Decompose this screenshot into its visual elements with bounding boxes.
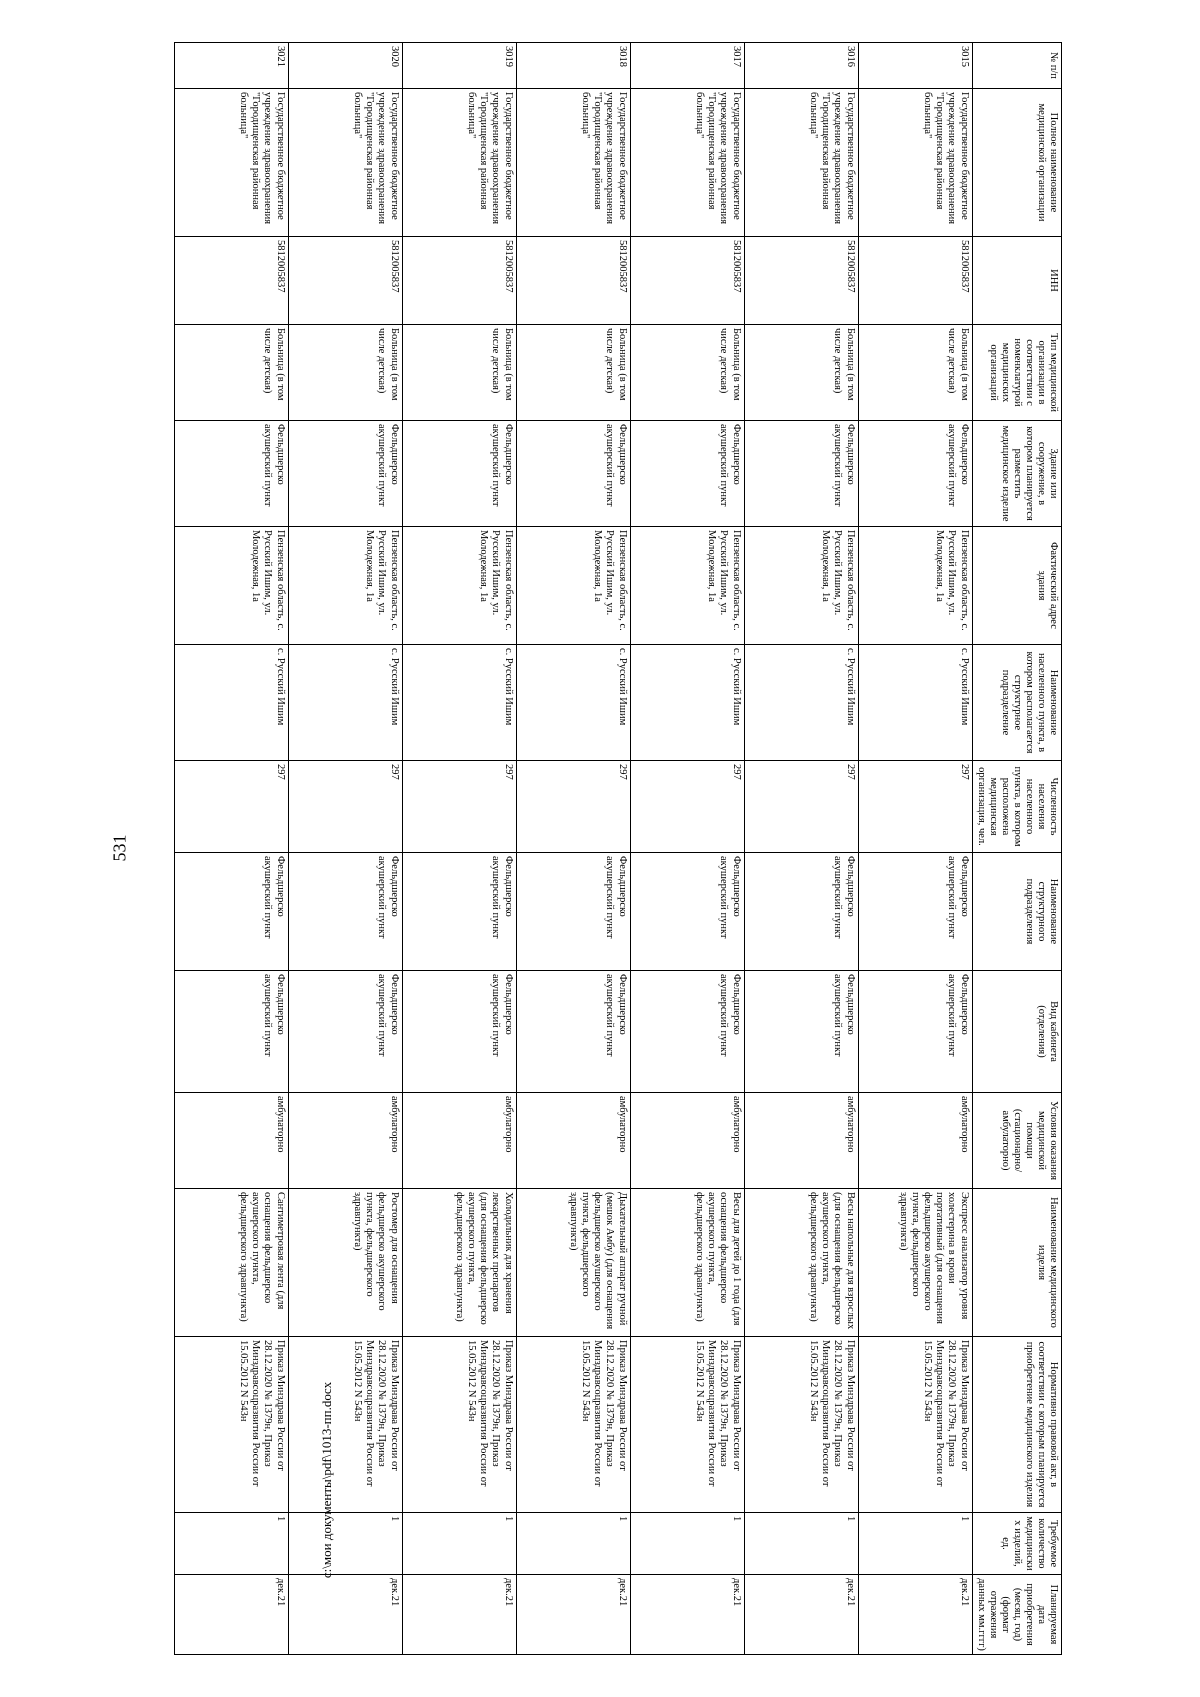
table-row — [288, 43, 402, 1655]
table-cell: Весы для детей до 1 года (для оснащения фельдшерско акушерского пункта, фельдшерского здравпункта) — [630, 1189, 744, 1337]
table-cell: Больница (в том числе детская) — [516, 325, 630, 421]
table-cell: Фельдшерско акушерский пункт — [288, 421, 402, 527]
table-cell: 297 — [402, 761, 516, 853]
table-cell: с. Русский Ишим — [174, 645, 288, 761]
table-cell: Фельдшерско акушерский пункт — [630, 421, 744, 527]
table-cell: 1 — [288, 1513, 402, 1575]
table-cell: с. Русский Ишим — [402, 645, 516, 761]
table-cell: дек.21 — [516, 1575, 630, 1655]
table-cell: с. Русский Ишим — [858, 645, 972, 761]
table-cell: Дыхательный аппарат ручной (мешок Амбу) (для оснащения фельдшерско акушерского пункта, фельдшерского здравпункта) — [516, 1189, 630, 1337]
table-cell: 5812005837 — [858, 237, 972, 325]
column-header: № п/п — [972, 43, 1061, 89]
footer-file-path: c:\мои документы\pdf\1013-пп.docx — [319, 1381, 334, 1579]
table-cell: 5812005837 — [744, 237, 858, 325]
table-cell: Фельдшерско акушерский пункт — [402, 971, 516, 1093]
table-cell: Фельдшерско акушерский пункт — [174, 421, 288, 527]
table-cell: Фельдшерско акушерский пункт — [516, 971, 630, 1093]
table-cell: Фельдшерско акушерский пункт — [288, 971, 402, 1093]
table-cell: Фельдшерско акушерский пункт — [858, 421, 972, 527]
table-cell: 5812005837 — [288, 237, 402, 325]
table-cell: дек.21 — [288, 1575, 402, 1655]
table-row — [402, 43, 516, 1655]
table-cell: Государственное бюджетное учреждение здравоохранения "Городищенская районная больница" — [402, 89, 516, 237]
table-cell: Приказ Минздрава России от 28.12.2020 № 1379н, Приказ Минздравсоцразвития России от 15.05.2012 N 543н — [516, 1337, 630, 1513]
equipment-table — [174, 42, 1062, 1655]
column-header: Планируемая дата приобретения (месяц, год) (формат отражения данных мм.гггг) — [972, 1575, 1061, 1655]
table-cell: амбулаторно — [516, 1093, 630, 1189]
table-row — [174, 43, 288, 1655]
table-cell: амбулаторно — [858, 1093, 972, 1189]
table-cell: 1 — [402, 1513, 516, 1575]
table-cell: Весы напольные для взрослых (для оснащения фельдшерско акушерского пункта, фельдшерского здравпункта) — [744, 1189, 858, 1337]
column-header: Фактический адрес здания — [972, 527, 1061, 645]
table-cell: 1 — [858, 1513, 972, 1575]
table-cell: 3015 — [858, 43, 972, 89]
table-cell: 1 — [744, 1513, 858, 1575]
table-cell: амбулаторно — [402, 1093, 516, 1189]
table-cell: Фельдшерско акушерский пункт — [174, 971, 288, 1093]
table-cell: Сантиметровая лента (для оснащения фельдшерско акушерского пункта, фельдшерского здравпункта) — [174, 1189, 288, 1337]
table-body — [174, 43, 972, 1655]
table-cell: 5812005837 — [402, 237, 516, 325]
table-cell: Фельдшерско акушерский пункт — [630, 853, 744, 971]
table-cell: Фельдшерско акушерский пункт — [858, 853, 972, 971]
column-header: Наименование медицинского изделия — [972, 1189, 1061, 1337]
table-cell: 297 — [174, 761, 288, 853]
table-cell: дек.21 — [630, 1575, 744, 1655]
table-cell: Ростомер для оснащения фельдшерско акушерского пункта, фельдшерского здравпункта) — [288, 1189, 402, 1337]
table-cell: Приказ Минздрава России от 28.12.2020 № 1379н, Приказ Минздравсоцразвития России от 15.05.2012 N 543н — [858, 1337, 972, 1513]
table-row — [744, 43, 858, 1655]
table-cell: 297 — [744, 761, 858, 853]
column-header: Наименование структурного подразделения — [972, 853, 1061, 971]
table-cell: с. Русский Ишим — [630, 645, 744, 761]
table-cell: Фельдшерско акушерский пункт — [516, 853, 630, 971]
table-cell: 1 — [630, 1513, 744, 1575]
column-header: Полное наименование медицинской организации — [972, 89, 1061, 237]
column-header: Численность населения населенного пункта, в котором расположена медицинская организация, чел. — [972, 761, 1061, 853]
table-cell: дек.21 — [744, 1575, 858, 1655]
table-cell: 3017 — [630, 43, 744, 89]
table-cell: дек.21 — [402, 1575, 516, 1655]
table-cell: дек.21 — [858, 1575, 972, 1655]
table-cell: Приказ Минздрава России от 28.12.2020 № 1379н, Приказ Минздравсоцразвития России от 15.05.2012 N 543н — [174, 1337, 288, 1513]
table-row — [516, 43, 630, 1655]
table-cell: Фельдшерско акушерский пункт — [516, 421, 630, 527]
table-cell: амбулаторно — [630, 1093, 744, 1189]
header-row — [972, 43, 1061, 1655]
table-cell: Больница (в том числе детская) — [744, 325, 858, 421]
table-cell: Фельдшерско акушерский пункт — [744, 853, 858, 971]
column-header: Наименование населенного пункта, в котором располагается структурное подразделение — [972, 645, 1061, 761]
table-cell: амбулаторно — [288, 1093, 402, 1189]
table-cell: Приказ Минздрава России от 28.12.2020 № 1379н, Приказ Минздравсоцразвития России от 15.05.2012 N 543н — [288, 1337, 402, 1513]
table-cell: с. Русский Ишим — [744, 645, 858, 761]
table-cell: 297 — [858, 761, 972, 853]
column-header: Условия оказания медицинской помощи (стационарно/амбулаторно) — [972, 1093, 1061, 1189]
table-cell: амбулаторно — [174, 1093, 288, 1189]
table-cell: Фельдшерско акушерский пункт — [858, 971, 972, 1093]
table-cell: Государственное бюджетное учреждение здравоохранения "Городищенская районная больница" — [858, 89, 972, 237]
table-cell: 1 — [516, 1513, 630, 1575]
table-cell: 5812005837 — [516, 237, 630, 325]
column-header: ИНН — [972, 237, 1061, 325]
table-row — [858, 43, 972, 1655]
table-cell: Государственное бюджетное учреждение здравоохранения "Городищенская районная больница" — [744, 89, 858, 237]
table-cell: Экспресс анализатор уровня холестерина в крови портативный (для оснащения фельдшерско акушерского пункта, фельдшерского здравпункта) — [858, 1189, 972, 1337]
table-cell: Фельдшерско акушерский пункт — [744, 421, 858, 527]
table-cell: Больница (в том числе детская) — [402, 325, 516, 421]
table-cell: 297 — [288, 761, 402, 853]
table-cell: 3016 — [744, 43, 858, 89]
table-cell: Приказ Минздрава России от 28.12.2020 № 1379н, Приказ Минздравсоцразвития России от 15.05.2012 N 543н — [402, 1337, 516, 1513]
table-cell: Больница (в том числе детская) — [288, 325, 402, 421]
table-cell: 5812005837 — [630, 237, 744, 325]
table-cell: Фельдшерско акушерский пункт — [402, 853, 516, 971]
table-cell: Приказ Минздрава России от 28.12.2020 № 1379н, Приказ Минздравсоцразвития России от 15.05.2012 N 543н — [630, 1337, 744, 1513]
equipment-table-sheet — [182, 42, 1062, 1654]
table-cell: Государственное бюджетное учреждение здравоохранения "Городищенская районная больница" — [174, 89, 288, 237]
table-cell: с. Русский Ишим — [516, 645, 630, 761]
table-cell: Пензенская область, с. Русский Ишим, ул. Молодежная, 1а — [402, 527, 516, 645]
table-cell: Приказ Минздрава России от 28.12.2020 № 1379н, Приказ Минздравсоцразвития России от 15.05.2012 N 543н — [744, 1337, 858, 1513]
table-cell: Фельдшерско акушерский пункт — [402, 421, 516, 527]
table-cell: 3019 — [402, 43, 516, 89]
table-cell: Больница (в том числе детская) — [858, 325, 972, 421]
table-cell: 3020 — [288, 43, 402, 89]
table-cell: Пензенская область, с. Русский Ишим, ул. Молодежная, 1а — [288, 527, 402, 645]
column-header: Нормативно правовой акт, в соответствии с которым планируется приобретение медицинского изделия — [972, 1337, 1061, 1513]
table-cell: Государственное бюджетное учреждение здравоохранения "Городищенская районная больница" — [630, 89, 744, 237]
page-number: 531 — [109, 834, 130, 862]
table-cell: дек.21 — [174, 1575, 288, 1655]
table-cell: Пензенская область, с. Русский Ишим, ул. Молодежная, 1а — [744, 527, 858, 645]
table-cell: 3018 — [516, 43, 630, 89]
table-cell: 1 — [174, 1513, 288, 1575]
column-header: Здание или сооружение, в котором планируется разместить медицинское изделие — [972, 421, 1061, 527]
table-cell: Фельдшерско акушерский пункт — [744, 971, 858, 1093]
table-cell: Фельдшерско акушерский пункт — [288, 853, 402, 971]
table-cell: Пензенская область, с. Русский Ишим, ул. Молодежная, 1а — [174, 527, 288, 645]
table-cell: 297 — [630, 761, 744, 853]
table-cell: Государственное бюджетное учреждение здравоохранения "Городищенская районная больница" — [288, 89, 402, 237]
table-cell: Государственное бюджетное учреждение здравоохранения "Городищенская районная больница" — [516, 89, 630, 237]
column-header: Тип медицинской организации в соответствии с номенклатурой медицинских организаций — [972, 325, 1061, 421]
table-cell: с. Русский Ишим — [288, 645, 402, 761]
table-cell: Пензенская область, с. Русский Ишим, ул. Молодежная, 1а — [858, 527, 972, 645]
table-cell: 5812005837 — [174, 237, 288, 325]
table-cell: Пензенская область, с. Русский Ишим, ул. Молодежная, 1а — [630, 527, 744, 645]
table-cell: Фельдшерско акушерский пункт — [630, 971, 744, 1093]
table-cell: 297 — [516, 761, 630, 853]
column-header: Вид кабинета (отделения) — [972, 971, 1061, 1093]
table-cell: Больница (в том числе детская) — [174, 325, 288, 421]
column-header: Требуемое количество медицинских изделий, ед. — [972, 1513, 1061, 1575]
table-cell: амбулаторно — [744, 1093, 858, 1189]
table-cell: Больница (в том числе детская) — [630, 325, 744, 421]
table-row — [630, 43, 744, 1655]
table-cell: Холодильник для хранения лекарственных препаратов (для оснащения фельдшерско акушерского пункта, фельдшерского здравпункта) — [402, 1189, 516, 1337]
table-cell: 3021 — [174, 43, 288, 89]
table-cell: Пензенская область, с. Русский Ишим, ул. Молодежная, 1а — [516, 527, 630, 645]
table-cell: Фельдшерско акушерский пункт — [174, 853, 288, 971]
